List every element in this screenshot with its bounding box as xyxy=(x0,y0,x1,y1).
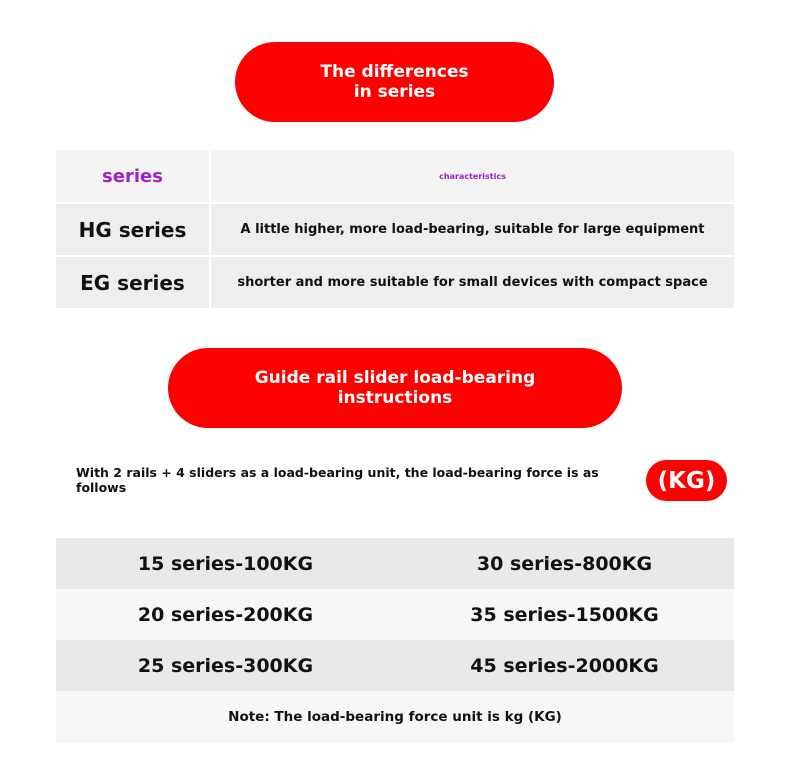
load-value-cell: 20 series-200KG xyxy=(137,603,314,626)
load-bearing-table xyxy=(56,538,734,743)
series-description-cell: shorter and more suitable for small devices with compact space xyxy=(211,257,734,308)
table-header-row xyxy=(56,150,734,202)
series-description-cell: A little higher, more load-bearing, suitable for large equipment xyxy=(211,204,734,255)
unit-note: Note: The load-bearing force unit is kg (KG) xyxy=(56,691,734,743)
unit-badge: (KG) xyxy=(646,460,727,501)
load-value-cell: 25 series-300KG xyxy=(137,654,314,677)
table-row xyxy=(56,640,734,691)
table-row xyxy=(56,589,734,640)
load-value-cell: 35 series-1500KG xyxy=(470,603,659,626)
series-name-cell: HG series xyxy=(56,204,209,255)
series-comparison-table xyxy=(56,150,734,308)
load-value-cell: 30 series-800KG xyxy=(476,552,653,575)
table-row xyxy=(56,538,734,589)
table-row xyxy=(56,204,734,255)
table-row xyxy=(56,257,734,308)
series-column-header: series xyxy=(56,150,209,202)
load-bearing-intro-text: With 2 rails + 4 sliders as a load-bearing unit, the load-bearing force is as follows xyxy=(76,465,599,495)
series-name-cell: EG series xyxy=(56,257,209,308)
characteristics-column-header: characteristics xyxy=(211,150,734,202)
load-bearing-heading: Guide rail slider load-bearing instructions xyxy=(168,348,622,428)
differences-heading: The differences in series xyxy=(235,42,554,122)
load-value-cell: 15 series-100KG xyxy=(137,552,314,575)
load-value-cell: 45 series-2000KG xyxy=(470,654,659,677)
